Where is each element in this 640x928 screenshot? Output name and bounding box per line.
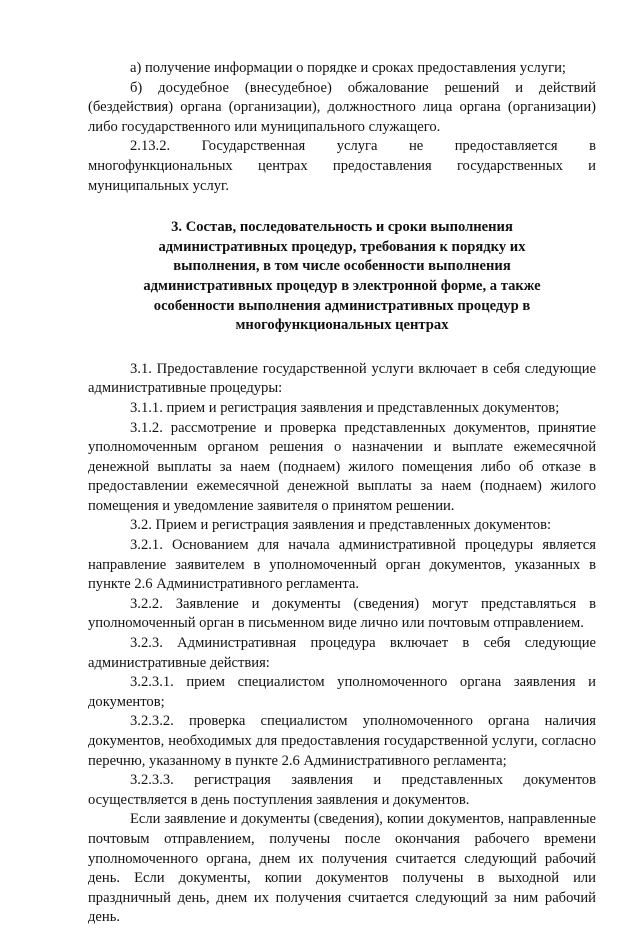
section-heading: 3. Состав, последовательность и сроки выполнения административных процедур, требования к порядку их выполнения, в том числе особенности выполнения административных процедур в электронной форме, а также особенности выполнения административных процедур в многофункциональных центрах [143, 219, 541, 334]
paragraph-3-2-3-1: 3.2.3.1. прием специалистом уполномоченного органа заявления и документов; [88, 674, 596, 710]
paragraph-a: а) получение информации о порядке и сроках предоставления услуги; [130, 60, 566, 76]
paragraph-3-1: 3.1. Предоставление государственной услуги включает в себя следующие административные процедуры: [88, 360, 596, 397]
paragraph-b: б) досудебное (внесудебное) обжалование решений и действий (бездействия) органа (организации), должностного лица органа (организации) либо государственного или муниципального служащего. [88, 79, 596, 135]
paragraph-3-2: 3.2. Прием и регистрация заявления и представленных документов: [130, 517, 552, 534]
paragraph-3-2-3-2: 3.2.3.2. проверка специалистом уполномоченного органа наличия документов, необходимых для предоставления государственной услуги, согласно перечню, указанному в пункте 2.6 Административного регламента; [88, 713, 596, 769]
paragraph-receipt-time: Если заявление и документы (сведения), копии документов, направленные почтовым отправлением, получены после окончания рабочего времени уполномоченного органа, днем их получения считается следующий рабочий день. Если документы, копии документов получены в выходной или праздничный день, днем их получения считается следующий за ним рабочий день. [88, 811, 596, 926]
document-body [88, 59, 596, 928]
paragraph-2-13-2: 2.13.2. Государственная услуга не предоставляется в многофункциональных центрах предоставления государственных и муниципальных услуг. [88, 138, 596, 194]
paragraph-3-2-1: 3.2.1. Основанием для начала административной процедуры является направление заявителем в уполномоченный орган документов, указанных в пункте 2.6 Административного регламента. [88, 537, 596, 593]
paragraph-3-2-2: 3.2.2. Заявление и документы (сведения) могут представляться в уполномоченный орган в письменном виде лично или почтовым отправлением. [88, 595, 596, 632]
paragraph-3-1-2: 3.1.2. рассмотрение и проверка представленных документов, принятие уполномоченным органом решения о назначении и выплате ежемесячной денежной выплаты за наем (поднаем) жилого помещения либо об отказе в предоставлении ежемесячной денежной выплаты за наем (поднаем) жилого помещения и уведомление заявителя о принятом решении. [88, 419, 596, 514]
paragraph-3-1-1: 3.1.1. прием и регистрация заявления и представленных документов; [130, 399, 560, 416]
paragraph-3-2-3: 3.2.3. Административная процедура включает в себя следующие административные действия: [88, 635, 596, 671]
paragraph-3-2-3-3: 3.2.3.3. регистрация заявления и представленных документов осуществляется в день поступления заявления и документов. [88, 772, 596, 808]
